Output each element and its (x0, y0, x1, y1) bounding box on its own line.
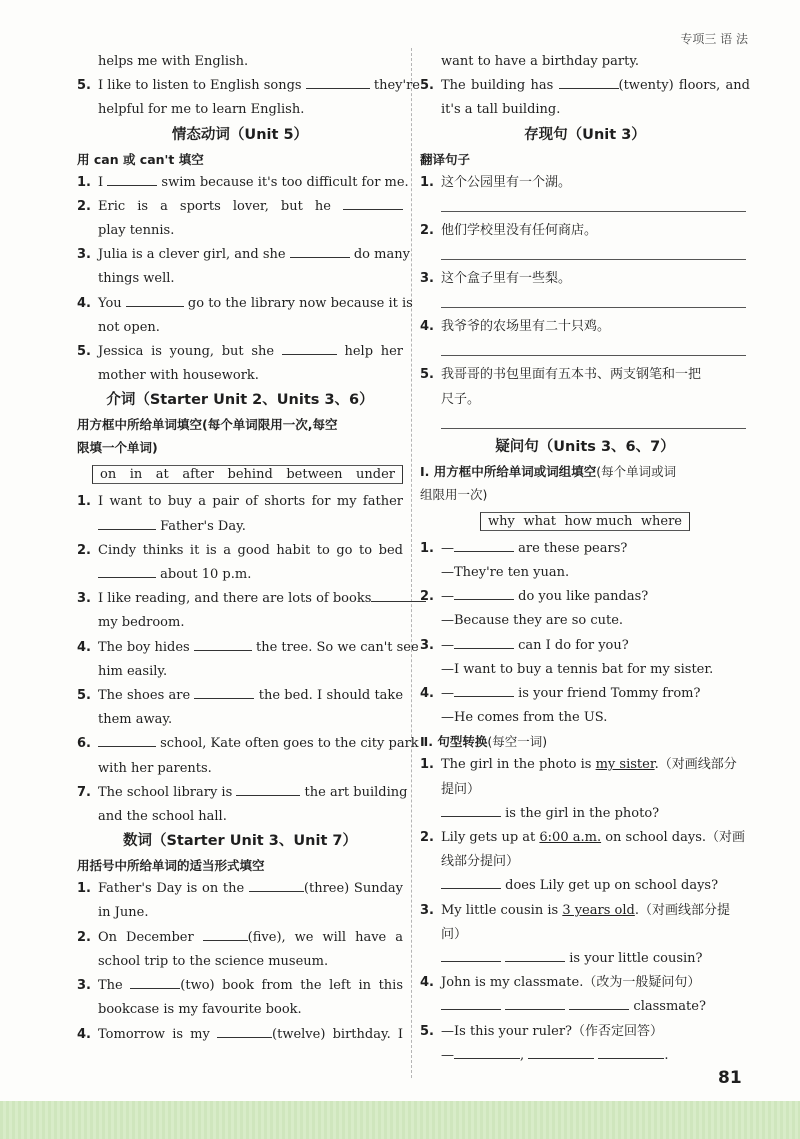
exercise-item: 2. On December (five), we will have a (77, 929, 403, 945)
text-line: about 10 p.m. (77, 563, 403, 587)
exercise-item: 5. —Is this your ruler?（作否定回答） (420, 1023, 664, 1039)
exercise-item: 4. Tomorrow is my (twelve) birthday. I (77, 1026, 403, 1042)
answer-blank[interactable] (598, 1046, 664, 1059)
text-line: is your little cousin? (420, 947, 750, 971)
text-line: bookcase is my favourite book. (98, 1002, 302, 1018)
section-title: 情态动词（Unit 5） (171, 126, 309, 143)
answer-blank[interactable] (343, 197, 403, 210)
answer-blank[interactable] (559, 76, 619, 89)
text-line: him easily. (98, 663, 168, 679)
exercise-item: 4. 我爷爷的农场里有二十只鸡。 (420, 319, 611, 335)
instruction: 用方框中所给单词填空(每个单词限用一次,每空 (77, 417, 338, 433)
answer-blank[interactable] (107, 173, 157, 186)
text-line: is the girl in the photo? (420, 802, 750, 826)
instruction: 用括号中所给单词的适当形式填空 (77, 858, 265, 874)
left-column (77, 50, 420, 1047)
exercise-item: 4. John is my classmate.（改为一般疑问句） (420, 975, 701, 991)
answer-blank[interactable] (528, 1046, 594, 1059)
section-title: 介词（Starter Unit 2、Units 3、6） (106, 392, 374, 409)
footer-band (0, 1101, 800, 1139)
text-line: play tennis. (98, 223, 175, 239)
exercise-item: 1. I want to buy a pair of shorts for my father (77, 494, 403, 510)
text-line: not open. (98, 319, 160, 335)
text-line: and the school hall. (98, 809, 227, 825)
page-number: 81 (718, 1068, 742, 1088)
text-line: 提问） (441, 781, 481, 797)
answer-blank[interactable] (441, 876, 501, 889)
text-line: them away. (98, 712, 173, 728)
section-title: 数词（Starter Unit 3、Unit 7） (122, 833, 358, 850)
text-line: does Lily get up on school days? (420, 874, 750, 898)
word-box (480, 512, 690, 531)
answer-blank[interactable] (306, 76, 370, 89)
exercise-item: 2. — do you like pandas? (420, 589, 649, 605)
answer-line[interactable] (441, 291, 746, 308)
answer-blank[interactable] (371, 589, 426, 602)
text-line: 问） (441, 926, 468, 942)
answer-line[interactable] (441, 243, 746, 260)
answer-blank[interactable] (203, 928, 248, 941)
exercise-item: 2. Lily gets up at 6:00 a.m. on school days.（对画 (420, 830, 746, 846)
text-line: —I want to buy a tennis bat for my sister. (441, 661, 714, 677)
exercise-item: 3. I like reading, and there are lots of books (77, 587, 403, 611)
answer-blank[interactable] (454, 684, 514, 697)
exercise-item: 5. Jessica is young, but she help her (77, 344, 404, 360)
exercise-item: 1. 这个公园里有一个湖。 (420, 174, 572, 190)
answer-blank[interactable] (126, 294, 184, 307)
exercise-item: 7. The school library is the art building (77, 784, 408, 800)
text-line: classmate? (420, 995, 750, 1019)
text-line: school trip to the science museum. (98, 953, 329, 969)
text-line: want to have a birthday party. (441, 54, 640, 69)
answer-blank[interactable] (194, 638, 252, 651)
word-option: in (129, 467, 143, 483)
instruction: 限填一个单词) (77, 440, 158, 456)
text-line: with her parents. (98, 760, 212, 776)
exercise-item: 1. I swim because it's too difficult for me. (77, 174, 409, 190)
exercise-item: 3. The (two) book from the left in this (77, 978, 403, 994)
text-line: things well. (98, 271, 175, 287)
exercise-item: 2. Cindy thinks it is a good habit to go to bed (77, 542, 403, 558)
text-line: in June. (98, 905, 149, 921)
word-box (92, 465, 403, 484)
answer-blank[interactable] (441, 949, 501, 962)
answer-blank[interactable] (282, 342, 337, 355)
word-option: where (640, 513, 682, 529)
text-line: helpful for me to learn English. (98, 102, 305, 118)
text-line: helps me with English. (98, 54, 249, 69)
exercise-item: 1. Father's Day is on the (three) Sunday (77, 881, 404, 897)
answer-blank[interactable] (569, 997, 629, 1010)
exercise-item: 2. Eric is a sports lover, but he (77, 195, 403, 219)
answer-blank[interactable] (98, 517, 156, 530)
text-line: 尺子。 (441, 391, 481, 407)
word-option: what (523, 513, 556, 529)
answer-blank[interactable] (98, 565, 156, 578)
page-header: 专项三 语 法 (680, 32, 748, 46)
answer-blank[interactable] (217, 1025, 272, 1038)
answer-line[interactable] (441, 412, 746, 429)
exercise-item: 5. The shoes are the bed. I should take (77, 688, 404, 704)
text-line: my bedroom. (98, 615, 185, 631)
text-line: —They're ten yuan. (441, 565, 570, 581)
instruction: 用 can 或 can't 填空 (77, 151, 204, 167)
exercise-item: 4. — is your friend Tommy from? (420, 686, 701, 702)
section-title: 疑问句（Units 3、6、7） (495, 438, 675, 455)
word-option: why (488, 513, 515, 529)
word-option: under (356, 467, 395, 483)
answer-line[interactable] (441, 339, 746, 356)
answer-blank[interactable] (454, 539, 514, 552)
instruction: Ⅱ. 句型转换(每空一词) (420, 734, 548, 750)
word-option: on (100, 467, 117, 483)
exercise-item: 2. 他们学校里没有任何商店。 (420, 222, 598, 238)
answer-blank[interactable] (236, 783, 300, 796)
answer-blank[interactable] (454, 587, 514, 600)
answer-blank[interactable] (454, 636, 514, 649)
word-option: after (182, 467, 215, 483)
answer-blank[interactable] (441, 997, 501, 1010)
text-line: —He comes from the US. (441, 710, 608, 726)
column-divider (411, 48, 412, 1078)
exercise-item: 5. The building has (twenty) floors, and (420, 78, 750, 94)
exercise-item: 4. The boy hides the tree. So we can't see (77, 639, 419, 655)
exercise-item: 5. I like to listen to English songs they're (77, 78, 420, 94)
right-column (420, 50, 750, 1068)
instruction: 翻译句子 (420, 151, 471, 167)
text-line: Father's Day. (77, 515, 403, 539)
exercise-item: 4. You go to the library now because it is (77, 295, 413, 311)
answer-blank[interactable] (98, 734, 156, 747)
exercise-item: 6. school, Kate often goes to the city park (77, 736, 419, 752)
text-line: —Because they are so cute. (441, 613, 624, 629)
answer-blank[interactable] (505, 949, 565, 962)
word-option: at (155, 467, 169, 483)
answer-blank[interactable] (441, 804, 501, 817)
answer-blank[interactable] (290, 245, 350, 258)
exercise-item: 1. — are these pears? (420, 540, 628, 556)
exercise-item: 3. Julia is a clever girl, and she do many (77, 247, 410, 263)
answer-blank[interactable] (454, 1046, 520, 1059)
exercise-item: 3. 这个盒子里有一些梨。 (420, 271, 572, 287)
word-option: how much (564, 513, 633, 529)
section-title: 存现句（Unit 3） (524, 126, 646, 143)
answer-blank[interactable] (249, 879, 304, 892)
text-line: mother with housework. (98, 368, 259, 384)
answer-blank[interactable] (505, 997, 565, 1010)
exercise-item: 3. — can I do for you? (420, 637, 629, 653)
exercise-item: 5. 我哥哥的书包里面有五本书、两支钢笔和一把 (420, 367, 702, 383)
text-line: 线部分提问） (441, 854, 520, 870)
instruction: Ⅰ. 用方框中所给单词或词组填空(每个单词或词 (420, 463, 677, 479)
instruction: 组限用一次) (420, 486, 488, 502)
text-line: — , . (441, 1047, 669, 1063)
exercise-item: 1. The girl in the photo is my sister.（对画线部分 (420, 757, 737, 773)
answer-line[interactable] (441, 195, 746, 212)
answer-blank[interactable] (194, 686, 254, 699)
word-option: between (286, 467, 343, 483)
text-line: it's a tall building. (441, 102, 561, 118)
answer-blank[interactable] (130, 976, 180, 989)
exercise-item: 3. My little cousin is 3 years old.（对画线部分提 (420, 902, 730, 918)
word-option: behind (227, 467, 273, 483)
